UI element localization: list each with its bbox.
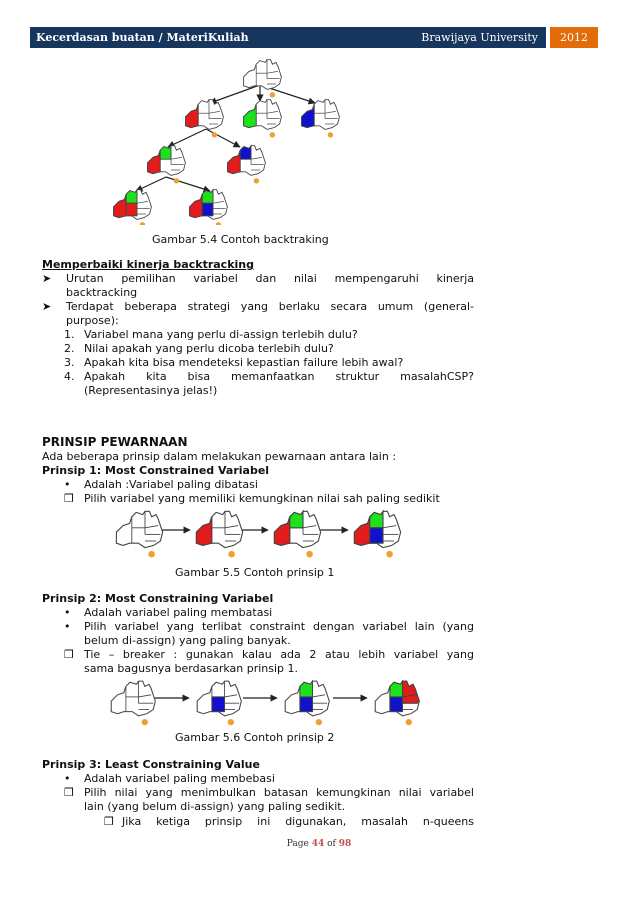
- disc-icon: •: [64, 606, 71, 619]
- disc-icon: •: [64, 772, 71, 785]
- bullet1-line1: Urutan pemilihan variabel dan nilai mempengaruhi kinerja: [66, 272, 474, 285]
- map-p2-step1: [111, 681, 155, 725]
- prinsip1-bullet2: Pilih variabel yang memiliki kemungkinan nilai sah paling sedikit: [84, 492, 440, 505]
- header-year: 2012: [550, 27, 598, 48]
- map-level1-green: [244, 100, 282, 138]
- caption-fig55: Gambar 5.5 Contoh prinsip 1: [175, 566, 335, 579]
- list-number-1: 1.: [64, 328, 75, 341]
- footer-of-word: of: [327, 839, 336, 849]
- prinsip1-bullet1: Adalah :Variabel paling dibatasi: [84, 478, 258, 491]
- boxed-check-icon: ❒: [64, 648, 74, 661]
- prinsip3-sub-bullet: Jika ketiga prinsip ini digunakan, masalah n-queens: [122, 815, 474, 828]
- map-root: [244, 60, 282, 98]
- list-number-2: 2.: [64, 342, 75, 355]
- tree-edges: [136, 85, 315, 191]
- map-p1-step4: [354, 511, 400, 557]
- map-p2-step4: [375, 681, 419, 725]
- list-number-4: 4.: [64, 370, 75, 383]
- bullet1-line2: backtracking: [66, 286, 138, 299]
- prinsip2-bullet2-line1: Pilih variabel yang terlibat constraint dengan variabel lain (yang: [84, 620, 474, 633]
- list-item-1: Variabel mana yang perlu di-assign terlebih dulu?: [84, 328, 358, 341]
- prinsip1-title: Prinsip 1: Most Constrained Variabel: [42, 464, 270, 477]
- map-level2-b: [228, 146, 266, 184]
- boxed-check-icon: ❒: [104, 815, 114, 828]
- caption-fig56: Gambar 5.6 Contoh prinsip 2: [175, 731, 335, 744]
- map-level3-a: [114, 190, 152, 225]
- arrow-right-icon: ➤: [42, 272, 52, 285]
- prinsip2-bullet1: Adalah variabel paling membatasi: [84, 606, 273, 619]
- header-bar: [30, 27, 546, 48]
- bullet2-line2: purpose):: [66, 314, 119, 327]
- footer-page-total: 98: [338, 839, 352, 849]
- map-p1-step3: [274, 511, 320, 557]
- page-footer: [0, 839, 638, 849]
- list-item-3: Apakah kita bisa mendeteksi kepastian failure lebih awal?: [84, 356, 404, 369]
- footer-page-word: Page: [286, 839, 309, 849]
- prinsip2-bullet3-line1: Tie – breaker : gunakan kalau ada 2 atau lebih variabel yang: [84, 648, 474, 661]
- page-header: [30, 27, 598, 48]
- disc-icon: •: [64, 478, 71, 491]
- figure-prinsip2: [105, 678, 425, 728]
- footer-page-number: 44: [311, 839, 325, 849]
- prinsip2-bullet2-line2: belum di-assign) yang paling banyak.: [84, 634, 291, 647]
- map-level1-red: [186, 100, 224, 138]
- list-item-4-cont: (Representasinya jelas!): [84, 384, 218, 397]
- figure-prinsip1: [110, 508, 410, 563]
- map-p2-step2: [197, 681, 241, 725]
- map-p2-step3: [285, 681, 329, 725]
- header-title: Kecerdasan buatan / MateriKuliah: [36, 31, 249, 44]
- disc-icon: •: [64, 620, 71, 633]
- bullet2-line1: Terdapat beberapa strategi yang berlaku secara umum (general-: [66, 300, 474, 313]
- map-level3-b: [190, 190, 228, 225]
- prinsip3-bullet2-line1: Pilih nilai yang menimbulkan batasan kemungkinan nilai variabel: [84, 786, 474, 799]
- map-level1-blue: [302, 100, 340, 138]
- prinsip3-bullet2-line2: lain (yang belum di-assign) yang paling sedikit.: [84, 800, 346, 813]
- section-heading-pewarnaan: PRINSIP PEWARNAAN: [42, 435, 188, 449]
- section-intro: Ada beberapa prinsip dalam melakukan pewarnaan antara lain :: [42, 450, 397, 463]
- section-heading-backtracking: Memperbaiki kinerja backtracking: [42, 258, 254, 271]
- prinsip2-bullet3-line2: sama bagusnya berdasarkan prinsip 1.: [84, 662, 299, 675]
- boxed-check-icon: ❒: [64, 492, 74, 505]
- arrow-right-icon: ➤: [42, 300, 52, 313]
- boxed-check-icon: ❒: [64, 786, 74, 799]
- caption-fig54: Gambar 5.4 Contoh backtraking: [152, 233, 329, 246]
- list-item-4: Apakah kita bisa memanfaatkan struktur masalahCSP?: [84, 370, 474, 383]
- map-p1-step2: [196, 511, 242, 557]
- header-university: Brawijaya University: [421, 31, 538, 44]
- prinsip2-title: Prinsip 2: Most Constraining Variabel: [42, 592, 274, 605]
- map-p1-step1: [116, 511, 162, 557]
- list-item-2: Nilai apakah yang perlu dicoba terlebih dulu?: [84, 342, 334, 355]
- prinsip3-bullet1: Adalah variabel paling membebasi: [84, 772, 275, 785]
- prinsip3-title: Prinsip 3: Least Constraining Value: [42, 758, 260, 771]
- list-number-3: 3.: [64, 356, 75, 369]
- map-level2-a: [148, 146, 186, 184]
- figure-backtracking-tree: [100, 55, 360, 225]
